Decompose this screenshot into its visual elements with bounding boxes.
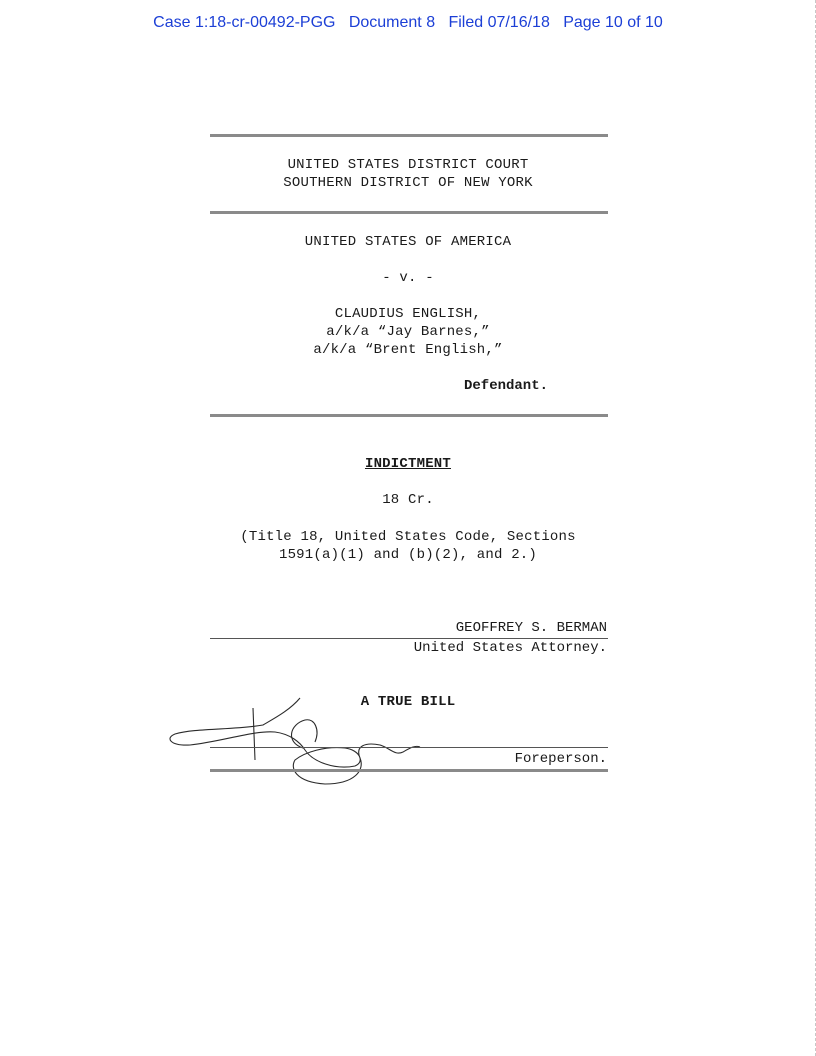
- plaintiff-name: UNITED STATES OF AMERICA: [304, 234, 512, 250]
- page-number: Page 10 of 10: [563, 14, 663, 31]
- versus-text: - v. -: [382, 270, 434, 286]
- court-rule: [210, 211, 608, 214]
- indictment-title: INDICTMENT: [364, 456, 451, 472]
- attorney-rule: [210, 638, 608, 639]
- foreperson-signature: [165, 690, 425, 790]
- caption-rule: [210, 414, 608, 417]
- court-name: UNITED STATES DISTRICT COURT: [287, 157, 529, 173]
- defendant-name: CLAUDIUS ENGLISH,: [334, 306, 482, 322]
- foreperson-title: Foreperson.: [514, 751, 607, 767]
- statute-line-2: 1591(a)(1) and (b)(2), and 2.): [278, 547, 538, 563]
- bottom-rule: [210, 769, 608, 772]
- filed-date: Filed 07/16/18: [448, 14, 550, 31]
- defendant-alias-2: a/k/a “Brent English,”: [313, 342, 503, 358]
- filing-header: [0, 14, 816, 32]
- case-docket: 18 Cr.: [382, 492, 434, 508]
- foreperson-rule: [210, 747, 608, 748]
- statute-line-1: (Title 18, United States Code, Sections: [240, 529, 576, 545]
- court-district: SOUTHERN DISTRICT OF NEW YORK: [283, 175, 533, 191]
- true-bill-label: A TRUE BILL: [360, 694, 456, 710]
- case-number: Case 1:18-cr-00492-PGG: [153, 14, 336, 31]
- defendant-label: Defendant.: [463, 378, 548, 394]
- document-number: Document 8: [348, 14, 436, 31]
- attorney-title: United States Attorney.: [413, 640, 607, 656]
- defendant-alias-1: a/k/a “Jay Barnes,”: [326, 324, 490, 340]
- attorney-name: GEOFFREY S. BERMAN: [455, 620, 607, 636]
- top-rule: [210, 134, 608, 137]
